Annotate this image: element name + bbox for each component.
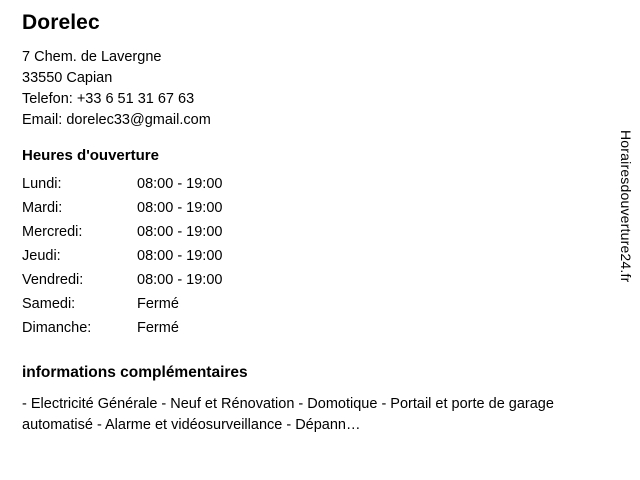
watermark-label: Horairesdouverture24.fr <box>618 130 634 283</box>
hours-time-value: Fermé <box>137 296 179 313</box>
business-info-card <box>22 10 602 436</box>
hours-time-value: 08:00 - 19:00 <box>137 272 223 289</box>
hours-day-label: Samedi: <box>22 296 76 313</box>
table-row <box>22 176 222 200</box>
address-line-email: Email: dorelec33@gmail.com <box>22 112 211 129</box>
table-row <box>22 224 222 248</box>
hours-day-label: Dimanche: <box>22 320 92 337</box>
additional-info-text: - Electricité Générale - Neuf et Rénovation - Domotique - Portail et porte de garage automatisé - Alarme et vidéosurveillance - Dépann… <box>22 396 554 434</box>
hours-day-label: Mardi: <box>22 200 63 217</box>
address-line-city: 33550 Capian <box>22 70 113 87</box>
hours-time-value: Fermé <box>137 320 179 337</box>
hours-time-value: 08:00 - 19:00 <box>137 224 223 241</box>
hours-time-value: 08:00 - 19:00 <box>137 248 223 265</box>
opening-hours-table <box>22 176 222 344</box>
hours-time-value: 08:00 - 19:00 <box>137 200 223 217</box>
hours-day-label: Vendredi: <box>22 272 84 289</box>
hours-day-label: Jeudi: <box>22 248 61 265</box>
table-row <box>22 296 222 320</box>
hours-day-label: Mercredi: <box>22 224 83 241</box>
hours-day-label: Lundi: <box>22 176 62 193</box>
hours-time-value: 08:00 - 19:00 <box>137 176 223 193</box>
additional-info-title: informations complémentaires <box>22 364 248 382</box>
page-title: Dorelec <box>22 11 100 34</box>
opening-hours-title: Heures d'ouverture <box>22 147 159 165</box>
address-line-street: 7 Chem. de Lavergne <box>22 49 162 66</box>
table-row <box>22 200 222 224</box>
table-row <box>22 248 222 272</box>
address-block <box>22 47 602 131</box>
table-row <box>22 272 222 296</box>
address-line-phone: Telefon: +33 6 51 31 67 63 <box>22 91 195 108</box>
table-row <box>22 320 222 344</box>
